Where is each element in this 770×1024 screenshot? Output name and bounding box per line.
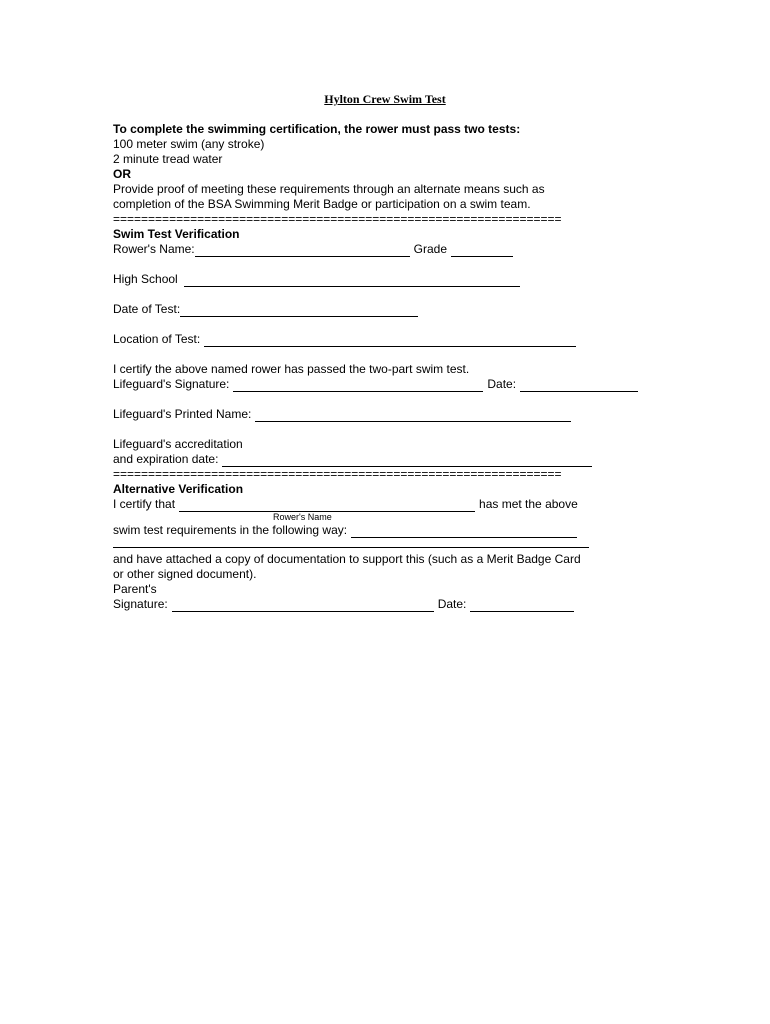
accreditation-label-line2: and expiration date: <box>113 452 219 466</box>
alternate-text-line2: completion of the BSA Swimming Merit Badge or participation on a swim team. <box>113 197 531 211</box>
swim-test-heading: Swim Test Verification <box>113 227 240 241</box>
accreditation-field[interactable] <box>222 454 592 467</box>
parent-label: Parent's <box>113 582 157 596</box>
intro-heading: To complete the swimming certification, the rower must pass two tests: <box>113 122 521 136</box>
attached-text-line1: and have attached a copy of documentation to support this (such as a Merit Badge Card <box>113 552 581 566</box>
high-school-field[interactable] <box>184 274 520 287</box>
attached-text-line2: or other signed document). <box>113 567 257 581</box>
parent-date-label: Date: <box>437 597 467 611</box>
alt-rower-name-field[interactable] <box>179 499 475 512</box>
rower-name-field[interactable] <box>195 244 410 257</box>
rower-name-caption: Rower's Name <box>273 512 332 522</box>
lifeguard-signature-field[interactable] <box>233 379 483 392</box>
lifeguard-signature-label: Lifeguard's Signature: <box>113 377 230 391</box>
separator-line-2: ================================================================ <box>113 467 562 481</box>
alt-requirements-field[interactable] <box>351 525 577 538</box>
lifeguard-date-field[interactable] <box>520 379 638 392</box>
location-row <box>113 332 673 347</box>
requirement-swim: 100 meter swim (any stroke) <box>113 137 265 151</box>
rower-name-row <box>113 242 673 257</box>
high-school-label: High School <box>113 272 178 286</box>
high-school-row <box>113 272 673 287</box>
form-title: Hylton Crew Swim Test <box>324 92 446 106</box>
lifeguard-date-label: Date: <box>487 377 517 391</box>
grade-field[interactable] <box>451 244 513 257</box>
requirement-tread: 2 minute tread water <box>113 152 223 166</box>
parent-signature-label: Signature: <box>113 597 168 611</box>
date-of-test-field[interactable] <box>180 304 418 317</box>
rower-name-label: Rower's Name: <box>113 242 195 256</box>
location-field[interactable] <box>204 334 576 347</box>
certify-statement: I certify the above named rower has passed the two-part swim test. <box>113 362 470 376</box>
date-of-test-label: Date of Test: <box>113 302 181 316</box>
lifeguard-signature-row <box>113 377 673 392</box>
location-label: Location of Test: <box>113 332 201 346</box>
form-body <box>113 122 673 612</box>
alternative-heading: Alternative Verification <box>113 482 244 496</box>
lifeguard-printed-label: Lifeguard's Printed Name: <box>113 407 252 421</box>
alt-requirements-continuation-field[interactable] <box>113 538 589 548</box>
or-label: OR <box>113 167 131 181</box>
lifeguard-printed-row <box>113 407 673 422</box>
alt-requirements-label: swim test requirements in the following way: <box>113 523 348 537</box>
alternate-text-line1: Provide proof of meeting these requirements through an alternate means such as <box>113 182 545 196</box>
alt-certify-suffix: has met the above <box>479 497 578 511</box>
date-of-test-row <box>113 302 673 317</box>
alt-certify-row <box>113 497 673 512</box>
parent-signature-field[interactable] <box>172 599 434 612</box>
parent-signature-row <box>113 597 673 612</box>
separator-line: ================================================================ <box>113 212 562 226</box>
accreditation-row <box>113 452 673 467</box>
alt-certify-prefix: I certify that <box>113 497 176 511</box>
parent-date-field[interactable] <box>470 599 574 612</box>
lifeguard-printed-field[interactable] <box>255 409 571 422</box>
alt-requirements-row <box>113 523 673 538</box>
grade-label: Grade <box>413 242 448 256</box>
accreditation-label-line1: Lifeguard's accreditation <box>113 437 243 451</box>
